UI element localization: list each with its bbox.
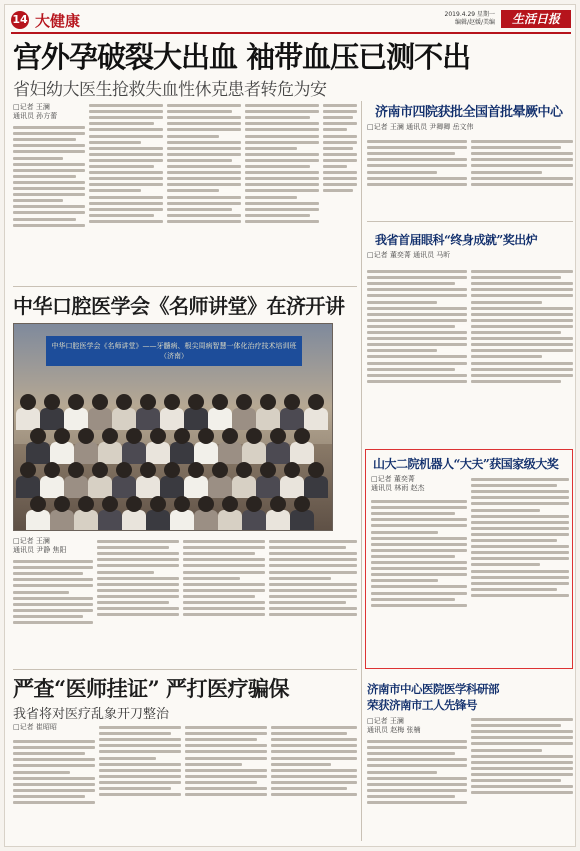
cdc-body-col-1 bbox=[367, 737, 467, 841]
date-line: 2019.4.29 星期一 bbox=[444, 11, 495, 18]
robot-byline-reporter: □记者 董奕菁 bbox=[371, 475, 415, 483]
audience-member-head bbox=[78, 496, 94, 512]
ophthalmology-headline: 我省首届眼科“终身成就”奖出炉 bbox=[375, 233, 538, 247]
audience-member-body bbox=[136, 476, 160, 498]
audience-member-head bbox=[294, 496, 310, 512]
dental-byline-correspondent: 通讯员 尹静 焦阳 bbox=[13, 546, 67, 554]
audience-member-body bbox=[266, 510, 290, 531]
doctor-cert-headline: 严查“医师挂证” 严打医疗骗保 bbox=[13, 676, 289, 701]
audience-member-head bbox=[236, 462, 252, 478]
audience-member-head bbox=[308, 462, 324, 478]
section-title: 大健康 bbox=[35, 12, 81, 30]
doctor-cert-body-col-2 bbox=[99, 723, 181, 841]
editor-line: 编辑/赵媛/美编 bbox=[454, 19, 495, 26]
newspaper-logo: 生活日报 bbox=[501, 10, 571, 28]
audience-member-body bbox=[122, 442, 146, 464]
audience-member-head bbox=[92, 394, 108, 410]
cdc-headline-2: 荣获济南市工人先锋号 bbox=[367, 698, 477, 712]
audience-member-head bbox=[20, 462, 36, 478]
lead-byline-correspondent: 通讯员 孙方蕾 bbox=[13, 112, 58, 120]
audience-member-body bbox=[64, 408, 88, 430]
audience-member-head bbox=[246, 496, 262, 512]
audience-member-body bbox=[146, 442, 170, 464]
audience-member-body bbox=[50, 510, 74, 531]
robot-body-col-2 bbox=[471, 475, 569, 665]
hospital4-body-col-1 bbox=[367, 137, 467, 217]
dental-byline-reporter: □记者 王澜 bbox=[13, 537, 50, 545]
audience-member-body bbox=[208, 476, 232, 498]
dental-body-col-4 bbox=[269, 537, 357, 665]
audience-member-head bbox=[30, 496, 46, 512]
audience-member-head bbox=[174, 496, 190, 512]
doctor-cert-body-col-4 bbox=[271, 723, 357, 841]
audience-member-head bbox=[140, 462, 156, 478]
audience-member-head bbox=[222, 496, 238, 512]
audience-member-head bbox=[44, 394, 60, 410]
doctor-cert-byline: □记者 崔昭昭 bbox=[13, 723, 57, 731]
cdc-headline-1: 济南市中心医院医学科研部 bbox=[367, 682, 499, 696]
audience-member-body bbox=[40, 408, 64, 430]
dental-byline bbox=[13, 537, 66, 555]
audience-member-body bbox=[26, 442, 50, 464]
audience-member-body bbox=[170, 442, 194, 464]
newspaper-page bbox=[4, 4, 576, 847]
audience-member-body bbox=[170, 510, 194, 531]
lead-subhead: 省妇幼大医生抢救失血性休克患者转危为安 bbox=[13, 80, 327, 100]
audience-member-body bbox=[194, 510, 218, 531]
masthead bbox=[11, 9, 571, 31]
audience-member-head bbox=[164, 462, 180, 478]
audience-member-body bbox=[184, 408, 208, 430]
lead-byline-reporter: □记者 王澜 bbox=[13, 103, 50, 111]
audience-member-body bbox=[98, 510, 122, 531]
dental-headline: 中华口腔医学会《名师讲堂》在济开讲 bbox=[13, 294, 345, 318]
audience-member-head bbox=[198, 428, 214, 444]
audience-member-head bbox=[150, 496, 166, 512]
audience-member-head bbox=[246, 428, 262, 444]
audience-member-head bbox=[308, 394, 324, 410]
lead-body-col-3 bbox=[167, 101, 241, 283]
dental-body-col-1 bbox=[13, 557, 93, 665]
audience-member-body bbox=[146, 510, 170, 531]
lead-body-col-1 bbox=[13, 123, 85, 283]
cdc-byline bbox=[367, 717, 420, 735]
audience-member-body bbox=[280, 476, 304, 498]
lead-body-col-5 bbox=[323, 101, 357, 283]
audience-member-head bbox=[212, 462, 228, 478]
audience-member-head bbox=[188, 462, 204, 478]
audience-member-body bbox=[112, 408, 136, 430]
audience-member-body bbox=[242, 510, 266, 531]
audience-member-body bbox=[208, 408, 232, 430]
audience-member-body bbox=[232, 408, 256, 430]
audience-member-body bbox=[304, 476, 328, 498]
audience-member-head bbox=[78, 428, 94, 444]
robot-byline-correspondent: 通讯员 林雨 赵杰 bbox=[371, 484, 425, 492]
audience-member-head bbox=[68, 462, 84, 478]
masthead-meta bbox=[445, 11, 495, 27]
audience-member-head bbox=[116, 394, 132, 410]
audience-member-body bbox=[112, 476, 136, 498]
audience-member-head bbox=[164, 394, 180, 410]
audience-member-head bbox=[212, 394, 228, 410]
audience-member-head bbox=[102, 496, 118, 512]
doctor-cert-subhead: 我省将对医疗乱象开刀整治 bbox=[13, 707, 170, 722]
ophthalmology-byline: □记者 董奕菁 通讯员 马昕 bbox=[367, 251, 451, 259]
audience-member-body bbox=[74, 510, 98, 531]
audience-member-body bbox=[50, 442, 74, 464]
robot-byline bbox=[371, 475, 424, 493]
lead-body-col-2 bbox=[89, 101, 163, 283]
lead-byline bbox=[13, 103, 57, 121]
audience-member-head bbox=[284, 462, 300, 478]
ophthalmology-body-col-2 bbox=[471, 267, 573, 441]
cdc-byline-correspondent: 通讯员 赵梅 张楠 bbox=[367, 726, 421, 734]
audience-member-body bbox=[280, 408, 304, 430]
audience-member-body bbox=[40, 476, 64, 498]
audience-member-body bbox=[88, 408, 112, 430]
section-rule-3 bbox=[13, 669, 357, 670]
audience-member-body bbox=[74, 442, 98, 464]
doctor-cert-body-col-1 bbox=[13, 737, 95, 841]
audience-member-body bbox=[290, 442, 314, 464]
masthead-rule bbox=[11, 32, 571, 34]
audience-member-body bbox=[136, 408, 160, 430]
cdc-body-col-2 bbox=[471, 715, 573, 841]
section-rule-2 bbox=[13, 286, 357, 287]
hospital4-headline: 济南市四院获批全国首批晕厥中心 bbox=[375, 105, 563, 120]
audience-member-body bbox=[290, 510, 314, 531]
audience-member-head bbox=[150, 428, 166, 444]
audience-member-body bbox=[218, 510, 242, 531]
cdc-byline-reporter: □记者 王澜 bbox=[367, 717, 404, 725]
audience-member-head bbox=[126, 428, 142, 444]
audience-member-body bbox=[242, 442, 266, 464]
audience-member-body bbox=[160, 476, 184, 498]
audience-member-body bbox=[218, 442, 242, 464]
audience-member-body bbox=[184, 476, 208, 498]
audience-member-body bbox=[256, 408, 280, 430]
doctor-cert-body-col-3 bbox=[185, 723, 267, 841]
audience-member-body bbox=[232, 476, 256, 498]
audience-member-head bbox=[222, 428, 238, 444]
audience-member-head bbox=[284, 394, 300, 410]
page-number: 14 bbox=[11, 11, 29, 29]
audience-member-head bbox=[116, 462, 132, 478]
lead-body-col-4 bbox=[245, 101, 319, 283]
audience-member-head bbox=[174, 428, 190, 444]
robot-body-col-1 bbox=[371, 497, 467, 665]
dental-body-col-3 bbox=[183, 537, 265, 665]
audience-member-body bbox=[16, 476, 40, 498]
audience-member-head bbox=[54, 428, 70, 444]
audience-member-head bbox=[20, 394, 36, 410]
audience-member-body bbox=[160, 408, 184, 430]
audience-member-head bbox=[68, 394, 84, 410]
dental-photo-banner: 中华口腔医学会《名师讲堂》——牙髓病、根尖周病智慧一体化治疗技术培训班（济南） bbox=[46, 336, 302, 366]
hospital4-body-col-2 bbox=[471, 137, 573, 217]
column-divider bbox=[361, 101, 362, 841]
lead-headline: 宫外孕破裂大出血 袖带血压已测不出 bbox=[13, 40, 471, 74]
audience-member-head bbox=[126, 496, 142, 512]
audience-member-body bbox=[266, 442, 290, 464]
audience-member-head bbox=[92, 462, 108, 478]
audience-member-body bbox=[256, 476, 280, 498]
ophthalmology-body-col-1 bbox=[367, 267, 467, 441]
audience-member-head bbox=[260, 462, 276, 478]
dental-lecture-photo bbox=[13, 323, 333, 531]
audience-member-body bbox=[194, 442, 218, 464]
audience-member-head bbox=[294, 428, 310, 444]
audience-member-head bbox=[198, 496, 214, 512]
audience-member-head bbox=[54, 496, 70, 512]
audience-member-head bbox=[44, 462, 60, 478]
hospital4-byline: □记者 王澜 通讯员 尹卿卿 岳文伟 bbox=[367, 123, 474, 131]
audience-member-head bbox=[236, 394, 252, 410]
audience-member-body bbox=[64, 476, 88, 498]
audience-member-head bbox=[260, 394, 276, 410]
robot-headline: 山大二院机器人“大夫”获国家级大奖 bbox=[373, 457, 559, 471]
audience-member-head bbox=[30, 428, 46, 444]
audience-member-head bbox=[140, 394, 156, 410]
audience-member-body bbox=[304, 408, 328, 430]
audience-member-body bbox=[122, 510, 146, 531]
audience-member-head bbox=[270, 496, 286, 512]
audience-member-body bbox=[26, 510, 50, 531]
audience-member-body bbox=[88, 476, 112, 498]
audience-member-head bbox=[270, 428, 286, 444]
audience-member-body bbox=[98, 442, 122, 464]
audience-member-head bbox=[102, 428, 118, 444]
dental-body-col-2 bbox=[97, 537, 179, 665]
audience-member-body bbox=[16, 408, 40, 430]
section-rule-1 bbox=[367, 221, 573, 222]
audience-member-head bbox=[188, 394, 204, 410]
